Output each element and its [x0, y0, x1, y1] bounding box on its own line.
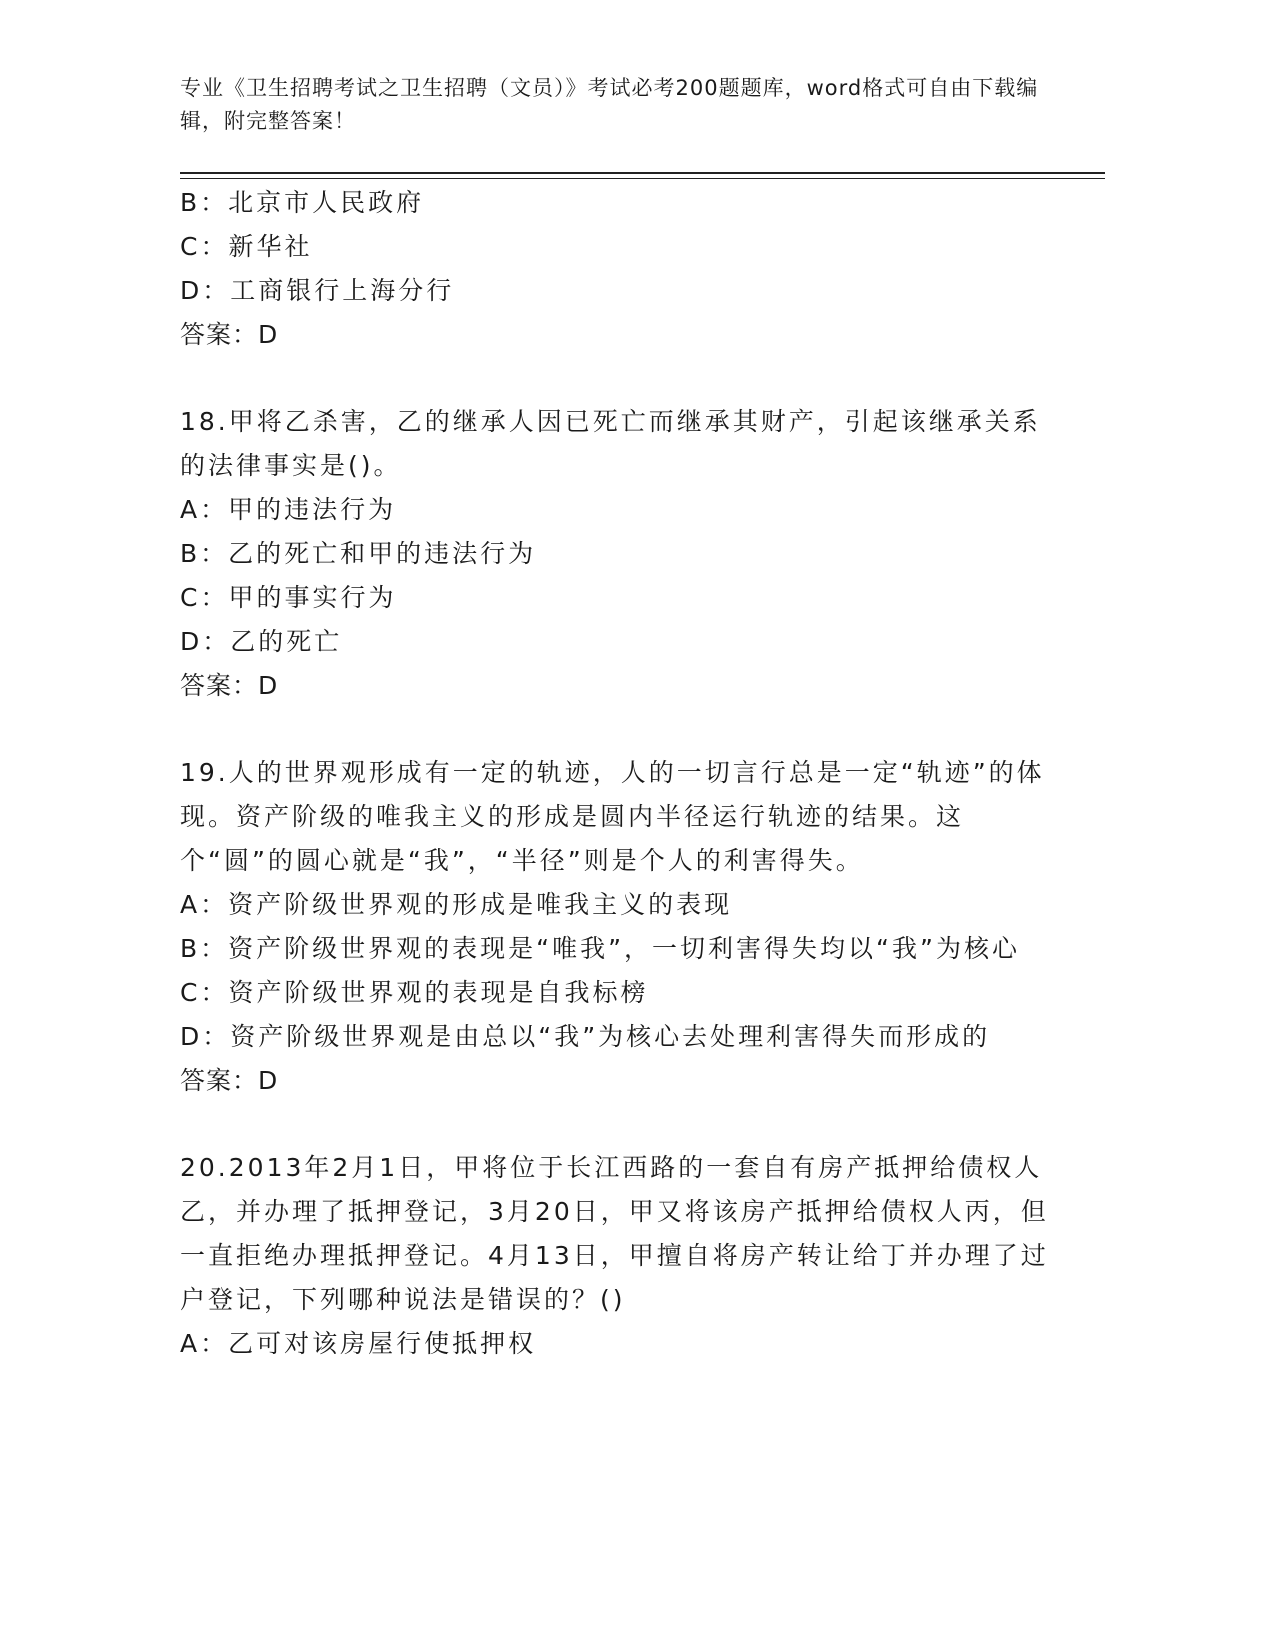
- question-block-18: [180, 400, 1060, 708]
- option-b: B：资产阶级世界观的表现是“唯我”，一切利害得失均以“我”为核心: [180, 934, 1020, 963]
- option-c: C：新华社: [180, 232, 313, 261]
- question-content: [180, 181, 1060, 1366]
- header-text: 专业《卫生招聘考试之卫生招聘（文员）》考试必考200题题库，word格式可自由下载编辑，附完整答案！: [180, 76, 1039, 133]
- answer-line: 答案：D: [180, 320, 279, 349]
- question-text: 18.甲将乙杀害，乙的继承人因已死亡而继承其财产，引起该继承关系的法律事实是()。: [180, 407, 1041, 480]
- option-d: D：资产阶级世界观是由总以“我”为核心去处理利害得失而形成的: [180, 1022, 991, 1051]
- header-rule-thick: [180, 172, 1105, 174]
- option-a: A：甲的违法行为: [180, 495, 397, 524]
- question-block-20: [180, 1146, 1060, 1366]
- option-d: D：工商银行上海分行: [180, 276, 455, 305]
- document-header: [180, 72, 1050, 138]
- question-text: 20.2013年2月1日，甲将位于长江西路的一套自有房产抵押给债权人乙，并办理了抵押登记，3月20日，甲又将该房产抵押给债权人丙，但一直拒绝办理抵押登记。4月13日，甲擅自将房产转让给丁并办理了过户登记，下列哪种说法是错误的？(): [180, 1153, 1049, 1314]
- option-c: C：资产阶级世界观的表现是自我标榜: [180, 978, 649, 1007]
- question-block-17-continued: [180, 181, 1060, 357]
- question-text: 19.人的世界观形成有一定的轨迹，人的一切言行总是一定“轨迹”的体现。资产阶级的唯我主义的形成是圆内半径运行轨迹的结果。这个“圆”的圆心就是“我”，“半径”则是个人的利害得失。: [180, 758, 1045, 875]
- option-c: C：甲的事实行为: [180, 583, 397, 612]
- option-b: B：北京市人民政府: [180, 188, 425, 217]
- option-a: A：乙可对该房屋行使抵押权: [180, 1329, 537, 1358]
- header-rule-thin: [180, 178, 1105, 179]
- question-block-19: [180, 751, 1060, 1103]
- option-d: D：乙的死亡: [180, 627, 343, 656]
- answer-line: 答案：D: [180, 671, 279, 700]
- answer-line: 答案：D: [180, 1066, 279, 1095]
- option-b: B：乙的死亡和甲的违法行为: [180, 539, 537, 568]
- option-a: A：资产阶级世界观的形成是唯我主义的表现: [180, 890, 733, 919]
